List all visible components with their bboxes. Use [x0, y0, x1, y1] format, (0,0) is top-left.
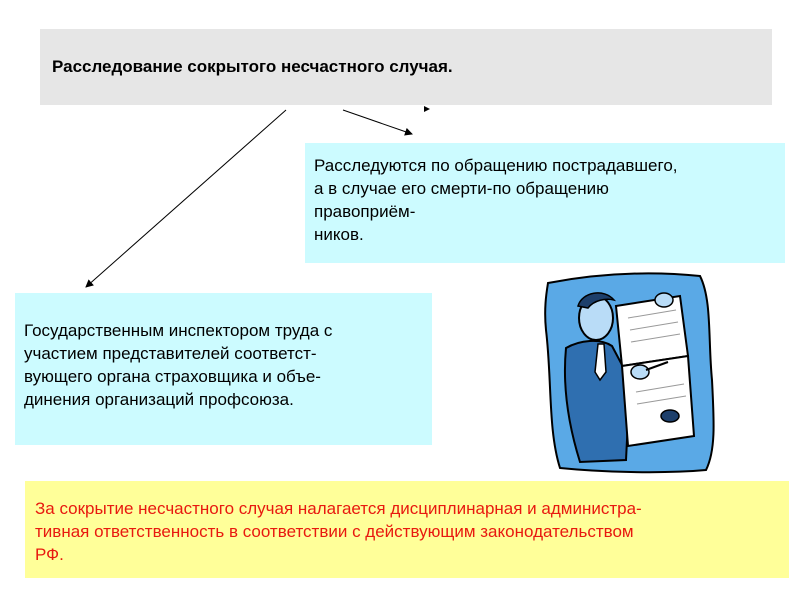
right-box-line: Расследуются по обращению пострадавшего, — [314, 156, 678, 175]
right-box-line: ников. — [314, 225, 364, 244]
warning-line: тивная ответственность в соответствии с действующим законодательством — [35, 522, 634, 541]
slide-title: Расследование сокрытого несчастного случая. — [52, 57, 453, 76]
left-box-line: участием представителей соответст- — [24, 344, 317, 363]
left-box-line: динения организаций профсоюза. — [24, 390, 294, 409]
left-box-line: Государственным инспектором труда с — [24, 321, 333, 340]
right-box-line: правоприём- — [314, 202, 416, 221]
warning-box — [25, 481, 789, 578]
left-box-line: вующего органа страховщика и объе- — [24, 367, 321, 386]
warning-line: За сокрытие несчастного случая налагается дисциплинарная и администра- — [35, 499, 642, 518]
warning-line: РФ. — [35, 545, 64, 564]
right-box-line: а в случае его смерти-по обращению — [314, 179, 609, 198]
